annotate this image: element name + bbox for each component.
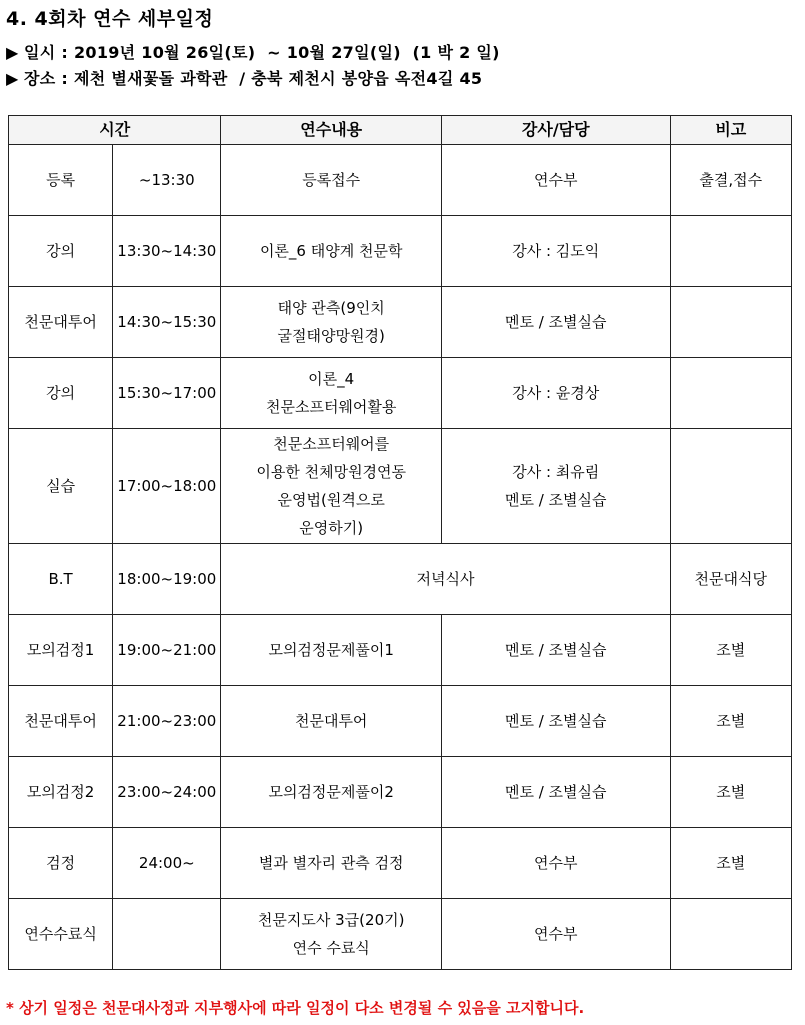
table-row: [9, 615, 792, 686]
table-row: [9, 358, 792, 429]
cell-content: [221, 828, 442, 899]
cell-note: [670, 287, 791, 358]
cell-content: [221, 145, 442, 216]
cell-note: 출결,접수: [670, 145, 791, 216]
cell-time: 15:30~17:00: [113, 358, 221, 429]
cell-content-line: 천문지도사 3급(20기): [257, 911, 405, 929]
cell-staff: [441, 216, 670, 287]
cell-staff: [441, 429, 670, 544]
cell-time: 17:00~18:00: [113, 429, 221, 544]
cell-content: [221, 686, 442, 757]
cell-staff-line: 멘토 / 조별실습: [504, 783, 607, 801]
place-text: 장소 : 제천 별새꽃돌 과학관 / 충북 제천시 봉양읍 옥전4길 45: [24, 69, 483, 88]
cell-time: 13:30~14:30: [113, 216, 221, 287]
page-title: 4. 4회차 연수 세부일정: [6, 8, 214, 30]
cell-staff: [441, 145, 670, 216]
cell-merged: 저녁식사: [221, 544, 670, 615]
cell-activity: 모의검정2: [9, 757, 113, 828]
cell-content-line: 등록접수: [302, 171, 361, 189]
date-text: 일시 : 2019년 10월 26일(토) ~ 10월 27일(일) (1 박 2 일): [24, 43, 500, 62]
cell-content-line: 이용한 천체망원경연동: [256, 463, 407, 481]
table-row: [9, 757, 792, 828]
cell-time: ~13:30: [113, 145, 221, 216]
table-row: [9, 145, 792, 216]
cell-activity: 천문대투어: [9, 287, 113, 358]
cell-content-line: 굴절태양망원경): [277, 327, 385, 345]
triangle-bullet-icon: ▶: [6, 43, 19, 62]
cell-staff: [441, 686, 670, 757]
cell-staff: [441, 899, 670, 970]
triangle-bullet-icon: ▶: [6, 69, 19, 88]
cell-time: 19:00~21:00: [113, 615, 221, 686]
cell-note: [670, 216, 791, 287]
footnote: * 상기 일정은 천문대사정과 지부행사에 따라 일정이 다소 변경될 수 있음을 고지합니다.: [6, 999, 585, 1017]
cell-note: 조별: [670, 686, 791, 757]
cell-content: [221, 287, 442, 358]
cell-content-line: 별과 별자리 관측 검정: [258, 854, 404, 872]
cell-staff-line: 연수부: [534, 925, 578, 943]
cell-staff: [441, 358, 670, 429]
cell-time: 23:00~24:00: [113, 757, 221, 828]
cell-note: [670, 358, 791, 429]
cell-content-line: 천문소프터웨어활용: [265, 398, 397, 416]
table-header-row: [9, 116, 792, 145]
cell-content-line: 연수 수료식: [292, 939, 370, 957]
cell-content-line: 이론_4: [308, 370, 355, 388]
cell-note: [670, 429, 791, 544]
cell-activity: 모의검정1: [9, 615, 113, 686]
cell-staff-line: 연수부: [534, 854, 578, 872]
schedule-place: [6, 66, 482, 89]
cell-note: 조별: [670, 828, 791, 899]
cell-time: [113, 899, 221, 970]
cell-activity: 실습: [9, 429, 113, 544]
cell-content-line: 모의검정문제풀이2: [268, 783, 394, 801]
cell-staff: [441, 757, 670, 828]
cell-content-line: 태양 관측(9인치: [277, 299, 385, 317]
cell-note: [670, 899, 791, 970]
cell-time: 18:00~19:00: [113, 544, 221, 615]
cell-content: [221, 216, 442, 287]
cell-content-line: 운영하기): [299, 519, 364, 537]
cell-content: [221, 358, 442, 429]
cell-activity: 검정: [9, 828, 113, 899]
header-note: 비고: [670, 116, 791, 145]
cell-staff-line: 강사 : 최유림: [512, 463, 600, 481]
cell-time: 24:00~: [113, 828, 221, 899]
cell-time: 21:00~23:00: [113, 686, 221, 757]
table-row: [9, 899, 792, 970]
cell-activity: 천문대투어: [9, 686, 113, 757]
cell-note: 천문대식당: [670, 544, 791, 615]
cell-activity: 강의: [9, 358, 113, 429]
cell-content-line: 천문소프터웨어를: [273, 435, 390, 453]
cell-staff-line: 멘토 / 조별실습: [504, 313, 607, 331]
cell-note: 조별: [670, 615, 791, 686]
cell-staff: [441, 828, 670, 899]
cell-staff-line: 연수부: [534, 171, 578, 189]
cell-content: [221, 899, 442, 970]
table-row: [9, 544, 792, 615]
cell-content: [221, 757, 442, 828]
table-row: [9, 216, 792, 287]
cell-time: 14:30~15:30: [113, 287, 221, 358]
cell-content: [221, 429, 442, 544]
cell-content-line: 이론_6 태양계 천문학: [259, 242, 403, 260]
cell-staff-line: 멘토 / 조별실습: [504, 712, 607, 730]
header-staff: 강사/담당: [441, 116, 670, 145]
cell-content-line: 천문대투어: [294, 712, 368, 730]
cell-staff-line: 멘토 / 조별실습: [504, 641, 607, 659]
cell-staff-line: 멘토 / 조별실습: [504, 491, 607, 509]
table-row: [9, 429, 792, 544]
header-time: 시간: [9, 116, 221, 145]
cell-note: 조별: [670, 757, 791, 828]
cell-activity: 강의: [9, 216, 113, 287]
cell-content-line: 모의검정문제풀이1: [268, 641, 394, 659]
table-row: [9, 287, 792, 358]
cell-activity: 연수수료식: [9, 899, 113, 970]
cell-staff-line: 강사 : 윤경상: [512, 384, 600, 402]
schedule-date: [6, 40, 500, 63]
schedule-table: [8, 115, 792, 970]
cell-staff: [441, 615, 670, 686]
cell-staff: [441, 287, 670, 358]
cell-staff-line: 강사 : 김도익: [512, 242, 600, 260]
schedule-body: [9, 145, 792, 970]
table-row: [9, 686, 792, 757]
header-content: 연수내용: [221, 116, 442, 145]
cell-content-line: 운영법(원격으로: [277, 491, 385, 509]
cell-activity: B.T: [9, 544, 113, 615]
cell-content: [221, 615, 442, 686]
table-row: [9, 828, 792, 899]
cell-activity: 등록: [9, 145, 113, 216]
